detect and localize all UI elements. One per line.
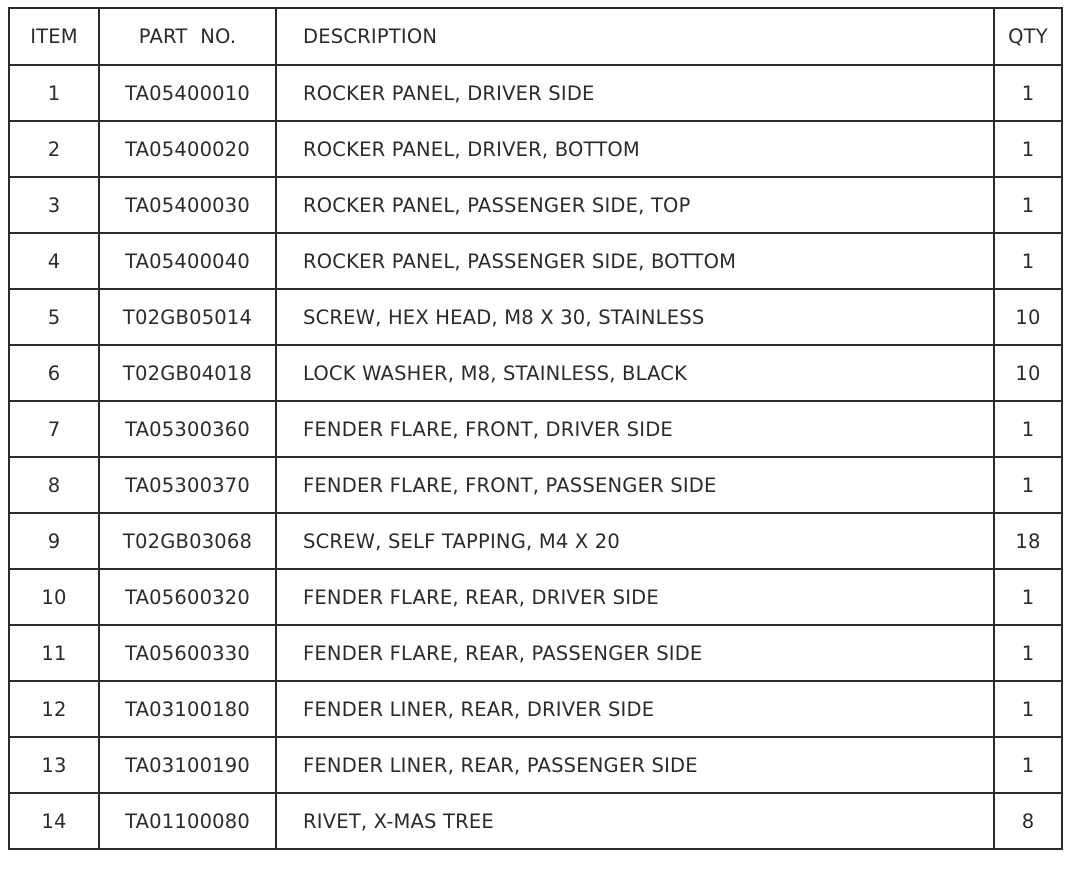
cell-qty: 1 [994, 233, 1062, 289]
cell-description: ROCKER PANEL, PASSENGER SIDE, BOTTOM [276, 233, 994, 289]
cell-description: FENDER LINER, REAR, DRIVER SIDE [276, 681, 994, 737]
cell-description: FENDER FLARE, REAR, PASSENGER SIDE [276, 625, 994, 681]
cell-description: FENDER FLARE, REAR, DRIVER SIDE [276, 569, 994, 625]
header-part-no-label: PART NO. [138, 25, 237, 48]
cell-part-no: T02GB04018 [99, 345, 276, 401]
cell-part-no: TA05400030 [99, 177, 276, 233]
table-row [9, 513, 1062, 569]
cell-item: 6 [9, 345, 99, 401]
table-row [9, 457, 1062, 513]
cell-qty: 1 [994, 625, 1062, 681]
cell-qty: 1 [994, 681, 1062, 737]
cell-description: FENDER LINER, REAR, PASSENGER SIDE [276, 737, 994, 793]
cell-item: 12 [9, 681, 99, 737]
table-header-row [9, 8, 1062, 65]
table-row [9, 737, 1062, 793]
cell-part-no: TA05600320 [99, 569, 276, 625]
cell-item: 2 [9, 121, 99, 177]
cell-qty: 1 [994, 569, 1062, 625]
cell-qty: 1 [994, 457, 1062, 513]
table-row [9, 569, 1062, 625]
cell-qty: 10 [994, 345, 1062, 401]
cell-qty: 8 [994, 793, 1062, 849]
cell-item: 8 [9, 457, 99, 513]
cell-item: 1 [9, 65, 99, 121]
cell-part-no: TA03100190 [99, 737, 276, 793]
cell-qty: 1 [994, 177, 1062, 233]
table-row [9, 345, 1062, 401]
table-row [9, 177, 1062, 233]
cell-qty: 1 [994, 65, 1062, 121]
table-row [9, 289, 1062, 345]
cell-part-no: TA03100180 [99, 681, 276, 737]
header-qty: QTY [994, 8, 1062, 65]
cell-item: 13 [9, 737, 99, 793]
parts-list-table [8, 7, 1063, 850]
cell-qty: 1 [994, 121, 1062, 177]
cell-item: 7 [9, 401, 99, 457]
table-row [9, 401, 1062, 457]
cell-qty: 1 [994, 401, 1062, 457]
table-row [9, 625, 1062, 681]
cell-description: FENDER FLARE, FRONT, PASSENGER SIDE [276, 457, 994, 513]
cell-item: 4 [9, 233, 99, 289]
cell-item: 3 [9, 177, 99, 233]
cell-description: SCREW, HEX HEAD, M8 X 30, STAINLESS [276, 289, 994, 345]
table-row [9, 121, 1062, 177]
cell-description: RIVET, X-MAS TREE [276, 793, 994, 849]
cell-item: 10 [9, 569, 99, 625]
cell-qty: 10 [994, 289, 1062, 345]
cell-item: 14 [9, 793, 99, 849]
cell-part-no: TA01100080 [99, 793, 276, 849]
cell-part-no: T02GB05014 [99, 289, 276, 345]
cell-description: ROCKER PANEL, PASSENGER SIDE, TOP [276, 177, 994, 233]
cell-item: 11 [9, 625, 99, 681]
header-description: DESCRIPTION [276, 8, 994, 65]
table-row [9, 793, 1062, 849]
header-item: ITEM [9, 8, 99, 65]
cell-description: ROCKER PANEL, DRIVER, BOTTOM [276, 121, 994, 177]
cell-item: 9 [9, 513, 99, 569]
cell-qty: 18 [994, 513, 1062, 569]
cell-part-no: TA05400020 [99, 121, 276, 177]
cell-description: SCREW, SELF TAPPING, M4 X 20 [276, 513, 994, 569]
cell-description: ROCKER PANEL, DRIVER SIDE [276, 65, 994, 121]
cell-qty: 1 [994, 737, 1062, 793]
cell-part-no: TA05300360 [99, 401, 276, 457]
cell-description: FENDER FLARE, FRONT, DRIVER SIDE [276, 401, 994, 457]
cell-part-no: T02GB03068 [99, 513, 276, 569]
table-row [9, 65, 1062, 121]
cell-part-no: TA05600330 [99, 625, 276, 681]
cell-part-no: TA05400040 [99, 233, 276, 289]
table-row [9, 233, 1062, 289]
cell-part-no: TA05300370 [99, 457, 276, 513]
table-row [9, 681, 1062, 737]
header-part-no [99, 8, 276, 65]
cell-description: LOCK WASHER, M8, STAINLESS, BLACK [276, 345, 994, 401]
cell-item: 5 [9, 289, 99, 345]
cell-part-no: TA05400010 [99, 65, 276, 121]
